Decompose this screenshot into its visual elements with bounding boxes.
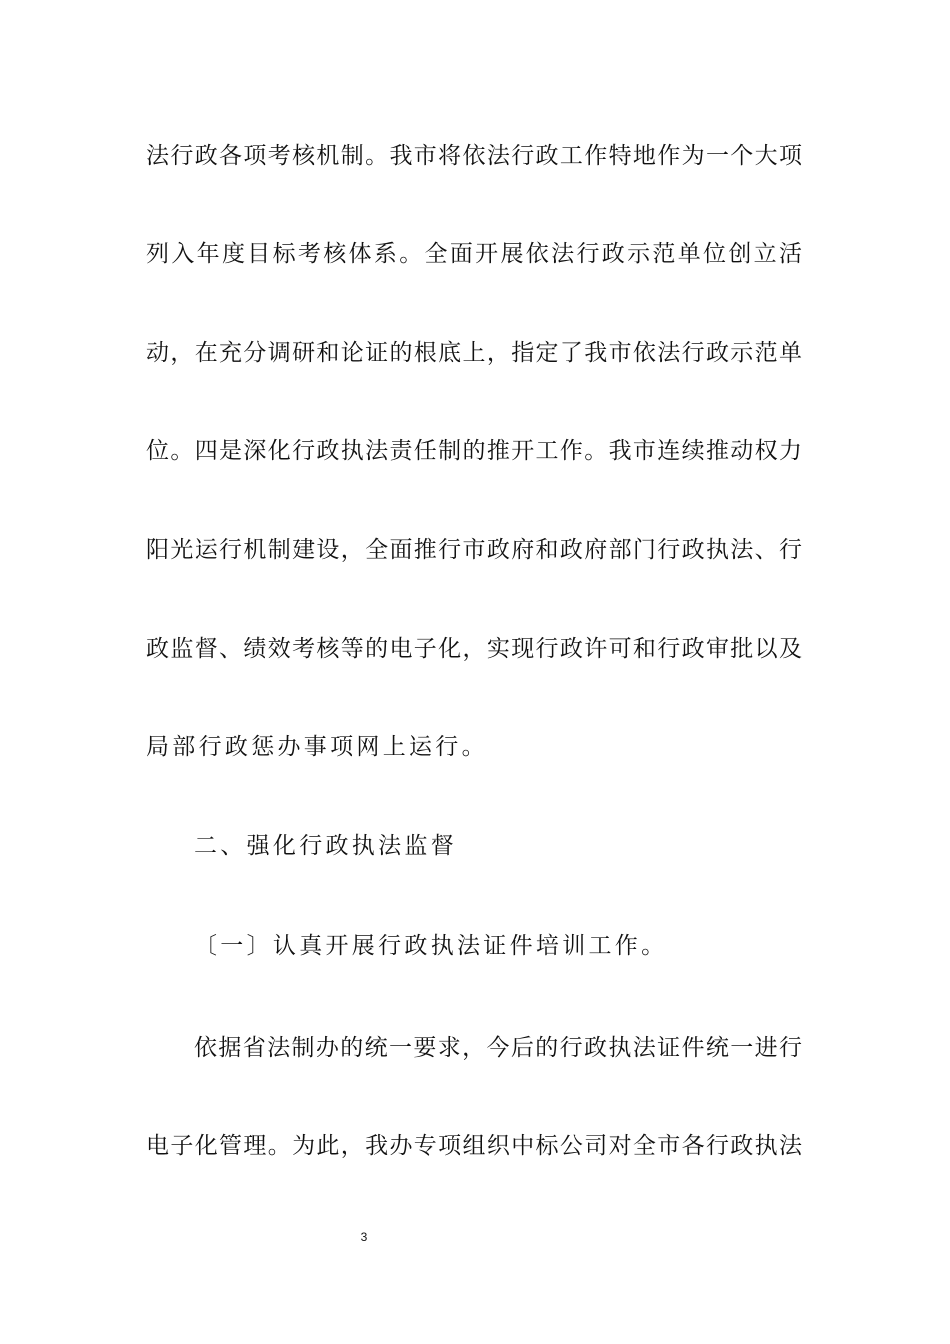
paragraph-line-1: 依据省法制办的统一要求，今后的行政执法证件统一进行	[194, 1035, 802, 1061]
body-line-4: 位。四是深化行政执法责任制的推开工作。我市连续推动权力	[146, 438, 802, 464]
body-line-1: 法行政各项考核机制。我市将依法行政工作特地作为一个大项	[146, 143, 802, 169]
body-line-6: 政监督、绩效考核等的电子化，实现行政许可和行政审批以及	[146, 636, 802, 662]
page-number: 3	[360, 1230, 368, 1244]
body-line-3: 动，在充分调研和论证的根底上，指定了我市依法行政示范单	[146, 340, 802, 366]
paragraph-line-2: 电子化管理。为此，我办专项组织中标公司对全市各行政执法	[146, 1133, 802, 1159]
body-line-2: 列入年度目标考核体系。全面开展依法行政示范单位创立活	[146, 241, 802, 267]
section-heading: 二、强化行政执法监督	[194, 833, 457, 859]
body-line-7: 局部行政惩办事项网上运行。	[146, 734, 488, 760]
subsection-heading: 〔一〕认真开展行政执法证件培训工作。	[194, 933, 668, 959]
body-line-5: 阳光运行机制建设，全面推行市政府和政府部门行政执法、行	[146, 537, 802, 563]
